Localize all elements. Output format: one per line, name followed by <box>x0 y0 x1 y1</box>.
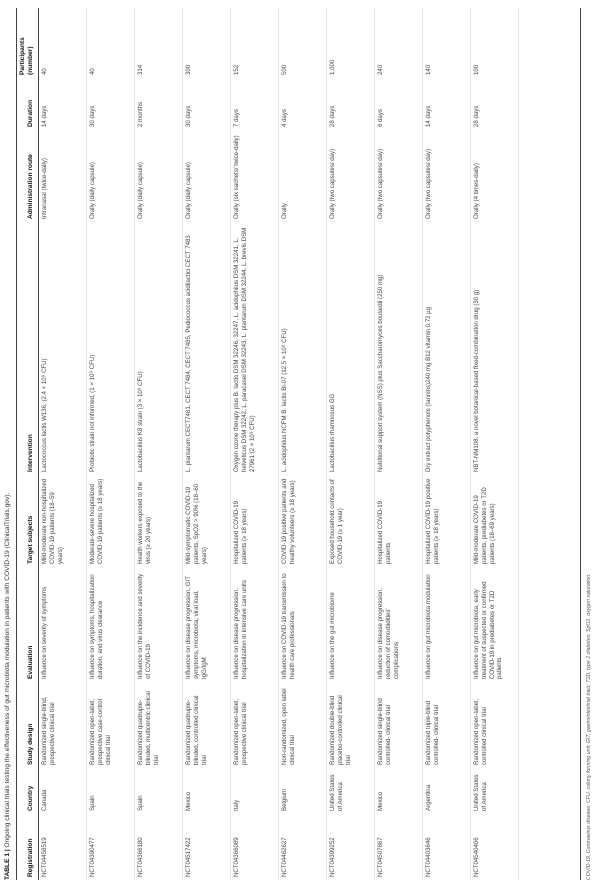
cell-registration: NCT04517422 <box>183 814 231 880</box>
cell-target-subjects: Hospitalized COVID-19 patients <box>375 475 423 567</box>
cell-country: Canada <box>39 768 87 814</box>
cell-country: Spain <box>135 768 183 814</box>
cell-target-subjects: COVID-19 positive patients and healthy volunteers (≥ 18 years) <box>279 475 327 567</box>
header-target-subjects: Target subjects <box>27 515 35 564</box>
cell-administration-route: Orally (two capsules/ day) <box>423 130 471 222</box>
cell-target-subjects: Health workers exposed to the virus (≥ 20 years) <box>135 475 183 567</box>
cell-evaluation: Influence on severity of symptoms <box>39 567 87 682</box>
clinical-trials-table <box>18 8 519 880</box>
cell-registration: NCT04540406 <box>471 814 519 880</box>
cell-intervention: Lactococcus lactis W136, (2.4 × 10⁹ CFU) <box>39 222 87 475</box>
header-country: Country <box>27 785 35 811</box>
cell-intervention: Oxygen ozone therapy plus B. lactis DSM 32246, 32247, L. acidophilus DSM 32241, L. helveticus DSM 32242, L. paracasei DSM 32243, L. plantarum DSM 32244, L. brevis DSM 27961 (2 × 10⁹ CFU) <box>231 222 279 475</box>
cell-duration: 6 days <box>375 78 423 130</box>
cell-administration-route: Intranasal (twice-daily) <box>39 130 87 222</box>
cell-duration: 7 days <box>231 78 279 130</box>
cell-country: Italy <box>231 768 279 814</box>
header-duration: Duration <box>27 99 35 127</box>
cell-administration-route: Orally (4 times-daily) <box>471 130 519 222</box>
table-row <box>87 8 135 880</box>
bottom-rule <box>580 8 581 880</box>
cell-participants: 314 <box>135 8 183 78</box>
cell-evaluation: Influence on the gut microbiome <box>327 567 375 682</box>
cell-intervention: L. acidophilus NCFM B. lactis Bl-07 (12.5 × 10⁹ CFU) <box>279 222 327 475</box>
cell-country: Mexico <box>183 768 231 814</box>
cell-study-design: Non-randomized, open label clinical trial <box>279 682 327 768</box>
cell-participants: 40 <box>39 8 87 78</box>
cell-study-design: Randomized quadruple-blinded, multicentric clinical trial <box>135 682 183 768</box>
caption-text: Ongoing clinical trials testing the effectiveness of gut microbiota modulation in patients with COVID-19 (ClinicalTrials.gov). <box>4 492 11 848</box>
cell-administration-route: Orally (daily capsule) <box>135 130 183 222</box>
cell-registration: NCT04507867 <box>375 814 423 880</box>
cell-duration: 14 days <box>39 78 87 130</box>
table-row <box>327 8 375 880</box>
table-row <box>375 8 423 880</box>
header-intervention: Intervention <box>27 434 35 472</box>
cell-duration: 4 days <box>279 78 327 130</box>
cell-evaluation: Influence on gut microbiota modulation <box>423 567 471 682</box>
table-row <box>423 8 471 880</box>
cell-duration: 30 days <box>183 78 231 130</box>
cell-participants: 140 <box>423 8 471 78</box>
cell-target-subjects: Mild-moderate non-hospitalized COVID-19 patients (18–59 years) <box>39 475 87 567</box>
table-row <box>231 8 279 880</box>
cell-administration-route: Orally (daily capsule) <box>87 130 135 222</box>
header-evaluation: Evaluation <box>27 645 35 679</box>
table-caption <box>4 493 11 880</box>
cell-evaluation: Influence on the incidence and severity of COVID-19 <box>135 567 183 682</box>
cell-administration-route: Orally (two capsules/ day) <box>375 130 423 222</box>
cell-participants: 100 <box>471 8 519 78</box>
header-participants: Participants (number) <box>19 37 35 75</box>
table-row <box>135 8 183 880</box>
cell-target-subjects: Mild-moderate COVID-19 patients, prediabetes or T2D patients (18–69 years) <box>471 475 519 567</box>
header-study-design: Study design <box>27 723 35 765</box>
cell-participants: 240 <box>375 8 423 78</box>
cell-intervention: Probiotic strain not informed, (1 × 10⁹ CFU) <box>87 222 135 475</box>
cell-intervention: NBT-NM108, a novel botanical-based fixed-combination drug (30 g) <box>471 222 519 475</box>
cell-participants: 500 <box>279 8 327 78</box>
table-row <box>471 8 519 880</box>
cell-intervention: Nutritional support system (NSS) plus Saccharomyces boulardii (250 mg) <box>375 222 423 475</box>
header-registration: Registration <box>27 838 35 877</box>
cell-country: Mexico <box>375 768 423 814</box>
cell-target-subjects: Hospitalized COVID-19 patients (≥ 18 years) <box>231 475 279 567</box>
table-row <box>183 8 231 880</box>
cell-duration: 28 days <box>327 78 375 130</box>
cell-participants: 300 <box>183 8 231 78</box>
cell-administration-route: Orally (daily capsule) <box>183 130 231 222</box>
cell-evaluation: Influence on disease progression, reduction of comorbidities' complications <box>375 567 423 682</box>
cell-duration: 14 days <box>423 78 471 130</box>
table-label: TABLE 1 | <box>4 849 11 880</box>
cell-evaluation: Influence on disease progression, hospitalization in intensive care units <box>231 567 279 682</box>
header-administration-route: Administration route <box>27 154 35 219</box>
cell-duration: 28 days <box>471 78 519 130</box>
table-header-row <box>18 8 39 880</box>
cell-administration-route: Orally (two capsules/ day) <box>327 130 375 222</box>
cell-study-design: Randomized quadruple-blinded, controlled clinical trial <box>183 682 231 768</box>
cell-country: United States of America <box>471 768 519 814</box>
table-row <box>39 8 87 880</box>
cell-target-subjects: Exposed household contacts of COVID-19 (≥ 1 year) <box>327 475 375 567</box>
cell-intervention: Lactobacillus K8 strain (3 × 10⁹ CFU) <box>135 222 183 475</box>
cell-study-design: Randomized single-blind controlled- clinical trial <box>375 682 423 768</box>
cell-registration: NCT04462627 <box>279 814 327 880</box>
cell-study-design: Randomized single-blind, prospective clinical trial <box>39 682 87 768</box>
cell-country: United States of America <box>327 768 375 814</box>
cell-registration: NCT04390477 <box>87 814 135 880</box>
cell-country: Argentina <box>423 768 471 814</box>
cell-study-design: Randomized open-label, prospective clinical trial <box>231 682 279 768</box>
cell-administration-route: Orally <box>279 130 327 222</box>
cell-evaluation: Influence on disease progression, GIT symptoms, microbiota, viral load, IgG/IgM <box>183 567 231 682</box>
cell-study-design: Randomized open-label, controlled clinical trial <box>471 682 519 768</box>
cell-target-subjects: Mild-symptomatic COVID-19 patients, SpO2 > 90% (18–60 years) <box>183 475 231 567</box>
table-row <box>279 8 327 880</box>
cell-country: Spain <box>87 768 135 814</box>
cell-duration: 2 months <box>135 78 183 130</box>
cell-registration: NCT04366180 <box>135 814 183 880</box>
cell-target-subjects: Hospitalized COVID-19 positive patients (≥ 18 years) <box>423 475 471 567</box>
cell-evaluation: Influence on symptoms, hospitalization duration, and virus clearance <box>87 567 135 682</box>
cell-participants: 1,000 <box>327 8 375 78</box>
cell-study-design: Randomized double-blind placebo-controlled clinical trial <box>327 682 375 768</box>
cell-evaluation: Influence on gut microbiota, early treatment of suspected or confirmed COVID-19 in prediabetes or T2D patients <box>471 567 519 682</box>
cell-evaluation: Influence on COVID-19 transmission to health care professionals <box>279 567 327 682</box>
cell-registration: NCT04366089 <box>231 814 279 880</box>
cell-study-design: Randomized triple-blind controlled- clinical trial <box>423 682 471 768</box>
cell-intervention: Lactobacillus rhamnosus GG <box>327 222 375 475</box>
cell-target-subjects: Moderate-severe hospitalized COVID-19 patients (≥ 18 years) <box>87 475 135 567</box>
cell-participants: 40 <box>87 8 135 78</box>
cell-intervention: Dry extract polyphenols (tannins)240 mg B12 vitamin 0.72 μg <box>423 222 471 475</box>
cell-participants: 152 <box>231 8 279 78</box>
cell-study-design: Randomized open-label, prospective case-control clinical trial <box>87 682 135 768</box>
top-rule <box>16 8 17 880</box>
cell-administration-route: Orally (six sachets/ twice-daily) <box>231 130 279 222</box>
cell-country: Belgium <box>279 768 327 814</box>
cell-registration: NCT04399252 <box>327 814 375 880</box>
table-footnote: COVID-19, Coronavirus disease; CFU, colony forming unit; GIT, gastrointestinal tract; T2D, type 2 diabetes; SpO2, oxygen saturation. <box>586 573 592 880</box>
cell-duration: 30 days <box>87 78 135 130</box>
cell-registration: NCT04403646 <box>423 814 471 880</box>
cell-intervention: L. plantarum CECT7481, CECT 7484, CECT 7485, Pediococcus acidilactici CECT 7483 <box>183 222 231 475</box>
cell-registration: NCT04458519 <box>39 814 87 880</box>
